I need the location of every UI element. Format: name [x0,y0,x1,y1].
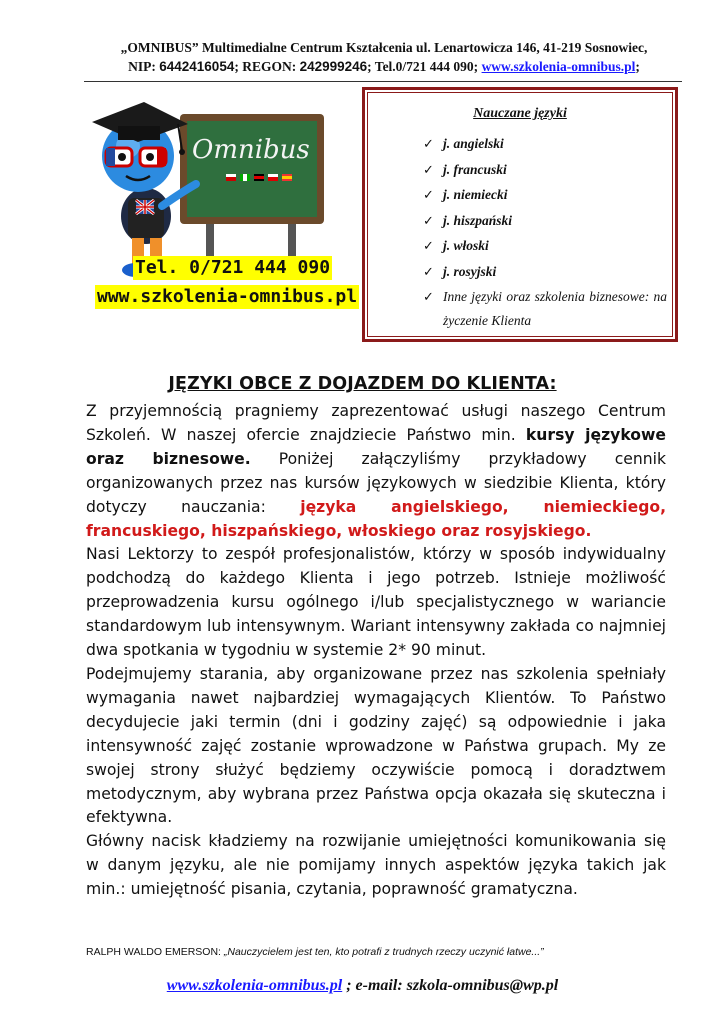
contact-phone: Tel. 0/721 444 090 [135,257,331,278]
paragraph-focus: Główny nacisk kładziemy na rozwijanie umiejętności komunikowania się w danym języku, ale nie pomijamy innych aspektów języka takich jak min.: umiejętność pisania, czytania, poprawność gramatyczna. [86,832,666,899]
letterhead [84,38,684,76]
paragraph-lecturers: Nasi Lektorzy to zespół profesjonalistów, którzy w sposób indywidualny podchodzą do każdego Klienta i jego potrzeb. Istnieje możliwość przeprowadzenia kursu ogólnego i/lub specjalistycznego w wariancie standardowym lub intensywnym. Wariant intensywny zakłada co najmniej dwa spotkania w tygodniu w systemie 2* 90 minut. [86,545,666,660]
checkmark-icon: ✓ [423,187,434,203]
contact-website-link[interactable]: www.szkolenia-omnibus.pl [97,286,358,307]
mascot-icon [88,88,346,318]
language-item: ✓ j. hiszpański [423,208,667,234]
footer-email: ; e-mail: szkola-omnibus@wp.pl [342,977,559,994]
language-item: ✓ j. francuski [423,157,667,183]
nip-label: NIP: [128,59,160,74]
checkmark-icon: ✓ [423,288,434,304]
letterhead-address: „OMNIBUS” Multimedialne Centrum Kształcenia ul. Lenartowicza 146, 41-219 Sosnowiec, [120,40,648,55]
language-item: ✓ j. angielski [423,131,667,157]
checkmark-icon: ✓ [423,136,434,151]
header-divider [84,81,682,82]
checkmark-icon: ✓ [423,212,434,228]
languages-title: Nauczane języki [473,106,567,121]
header-website-link[interactable]: www.szkolenia-omnibus.pl [481,59,636,74]
offer-highlight: kursy językowe oraz biznesowe. [86,425,666,468]
quote-author: RALPH WALDO EMERSON: [86,946,224,958]
paragraph-requirements: Podejmujemy starania, aby organizowane przez nas szkolenia spełniały wymagania nawet najbardziej wymagających Klientów. To Państwo decydujecie jaki termin (dni i godziny zajęć) są odpowiednie i jaka intensywność zajęć zostanie wprowadzone w Państwa grupach. My ze swojej strony służyć będziemy oczywiście pomocą i doradztwem metodycznym, aby wybrana przez Państwa opcja okazała się skuteczna i efektywna. [86,664,666,827]
checkmark-icon: ✓ [423,238,434,254]
language-item: ✓ j. włoski [423,233,667,259]
quote [86,946,686,958]
languages-box [362,87,678,342]
footer [0,977,725,995]
regon-label: ; REGON: [234,59,300,74]
board-text: Omnibus [192,135,310,165]
quote-text: „Nauczycielem jest ten, kto potrafi z trudnych rzeczy uczynić łatwe...” [223,946,544,958]
language-item: ✓ j. niemiecki [423,182,667,208]
letterhead-ids: NIP: 6442416054; REGON: 242999246; Tel.0/721 444 090; www.szkolenia-omnibus.pl; [128,59,640,74]
checkmark-icon: ✓ [423,263,434,279]
checkmark-icon: ✓ [423,161,434,177]
languages-list [423,131,667,333]
omnibus-logo [88,88,346,318]
paragraph-offer: Z przyjemnością pragniemy zaprezentować usługi naszego Centrum Szkoleń. W naszej ofercie znajdziecie Państwo min. kursy językowe oraz biznesowe. Poniżej załączyliśmy przykładowy cennik organizowanych przez nas kursów językowych w siedzibie Klienta, który dotyczy nauczania: języka angielskiego, niemieckiego, francuskiego, hiszpańskiego, włoskiego oraz rosyjskiego. [86,402,666,540]
language-item: ✓ j. rosyjski [423,259,667,285]
language-item-other: ✓ Inne języki oraz szkolenia biznesowe: na życzenie Klienta [423,285,667,333]
languages-highlight: języka angielskiego, niemieckiego, francuskiego, hiszpańskiego, włoskiego oraz rosyjskiego. [86,497,666,540]
header-phone: ; Tel.0/721 444 090; [367,59,482,74]
regon-value: 242999246 [299,59,368,74]
footer-website-link[interactable]: www.szkolenia-omnibus.pl [166,977,343,994]
nip-value: 6442416054 [159,59,235,74]
page-title: JĘZYKI OBCE Z DOJAZDEM DO KLIENTA: [168,374,557,394]
body-text [86,400,666,902]
